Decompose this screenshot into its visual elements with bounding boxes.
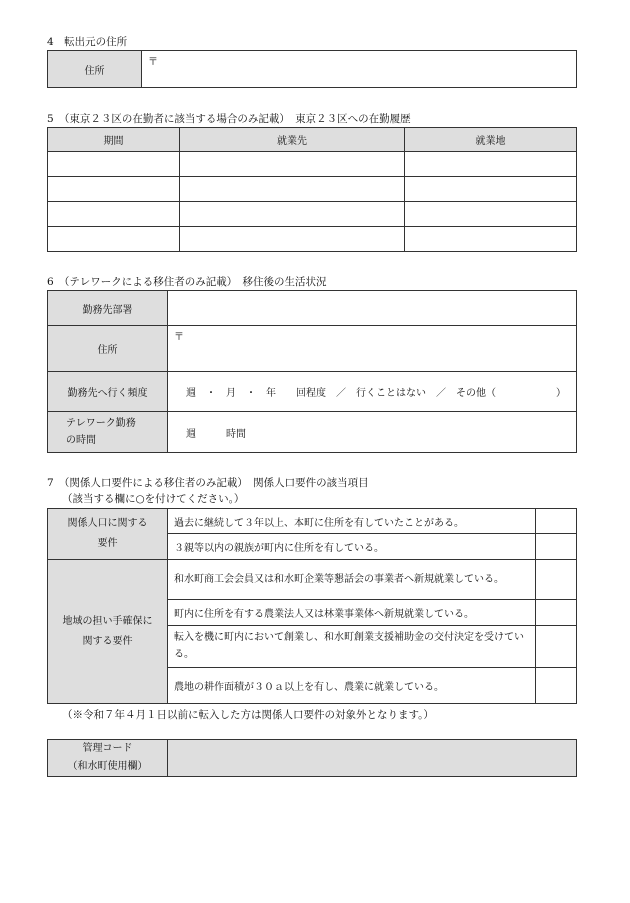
period-cell[interactable] — [48, 202, 180, 227]
col-work-location: 就業地 — [405, 128, 577, 152]
workplace-field[interactable] — [168, 291, 577, 326]
period-cell[interactable] — [48, 227, 180, 252]
new-address-label: 住所 — [48, 326, 168, 372]
check-cell[interactable] — [536, 560, 577, 600]
section-7-heading: 7 （関係人口要件による移住者のみ記載） 関係人口要件の該当項目 — [47, 477, 369, 489]
previous-address-table — [47, 50, 577, 88]
address-label: 住所 — [48, 51, 142, 88]
telework-hours-label: テレワーク勤務 の時間 — [48, 412, 168, 453]
work-location-cell[interactable] — [405, 177, 577, 202]
new-address-field[interactable] — [168, 326, 577, 372]
check-cell[interactable] — [536, 625, 577, 667]
section-5-heading: 5 （東京２３区の在勤者に該当する場合のみ記載） 東京２３区への在勤履歴 — [47, 113, 411, 125]
frequency-label: 勤務先へ行く頻度 — [48, 372, 168, 412]
postal-mark: 〒 — [148, 57, 158, 68]
employer-cell[interactable] — [180, 177, 405, 202]
employer-cell[interactable] — [180, 152, 405, 177]
col-period: 期間 — [48, 128, 180, 152]
work-location-cell[interactable] — [405, 152, 577, 177]
previous-address-field[interactable] — [142, 51, 577, 88]
group-1-label: 関係人口に関する 要件 — [48, 509, 168, 560]
tokyo-work-history-table — [47, 127, 577, 252]
requirement-item: 和水町商工会会員又は和水町企業等懇話会の事業者へ新規就業している。 — [168, 560, 536, 600]
check-cell[interactable] — [536, 534, 577, 560]
workplace-label: 勤務先部署 — [48, 291, 168, 326]
requirement-item: 過去に継続して３年以上、本町に住所を有していたことがある。 — [168, 509, 536, 534]
frequency-field[interactable]: 週 ・ 月 ・ 年 回程度 ／ 行くことはない ／ その他（ ） — [168, 372, 577, 412]
check-cell[interactable] — [536, 600, 577, 625]
section-6-heading: 6 （テレワークによる移住者のみ記載） 移住後の生活状況 — [47, 276, 327, 288]
section-7-subheading: （該当する欄に○を付けてください。） — [62, 493, 245, 505]
requirement-item: 町内に住所を有する農業法人又は林業事業体へ新規就業している。 — [168, 600, 536, 625]
requirement-item: 農地の耕作面積が３０ａ以上を有し、農業に就業している。 — [168, 667, 536, 703]
period-cell[interactable] — [48, 177, 180, 202]
telework-hours-field[interactable]: 週 時間 — [168, 412, 577, 453]
work-location-cell[interactable] — [405, 227, 577, 252]
postal-mark: 〒 — [174, 332, 184, 343]
requirement-item: ３親等以内の親族が町内に住所を有している。 — [168, 534, 536, 560]
telework-status-table — [47, 290, 577, 453]
admin-code-field — [168, 740, 577, 777]
admin-code-label: 管理コード （和水町使用欄） — [48, 740, 168, 777]
requirement-item: 転入を機に町内において創業し、和水町創業支援補助金の交付決定を受けている。 — [168, 625, 536, 667]
check-cell[interactable] — [536, 509, 577, 534]
relationship-population-table — [47, 508, 577, 704]
work-location-cell[interactable] — [405, 202, 577, 227]
admin-code-table — [47, 739, 577, 777]
section-4-heading: 4 転出元の住所 — [47, 36, 128, 48]
col-employer: 就業先 — [180, 128, 405, 152]
employer-cell[interactable] — [180, 202, 405, 227]
employer-cell[interactable] — [180, 227, 405, 252]
group-2-label: 地域の担い手確保に 関する要件 — [48, 560, 168, 704]
period-cell[interactable] — [48, 152, 180, 177]
eligibility-note: （※令和７年４月１日以前に転入した方は関係人口要件の対象外となります。） — [62, 709, 434, 721]
check-cell[interactable] — [536, 667, 577, 703]
